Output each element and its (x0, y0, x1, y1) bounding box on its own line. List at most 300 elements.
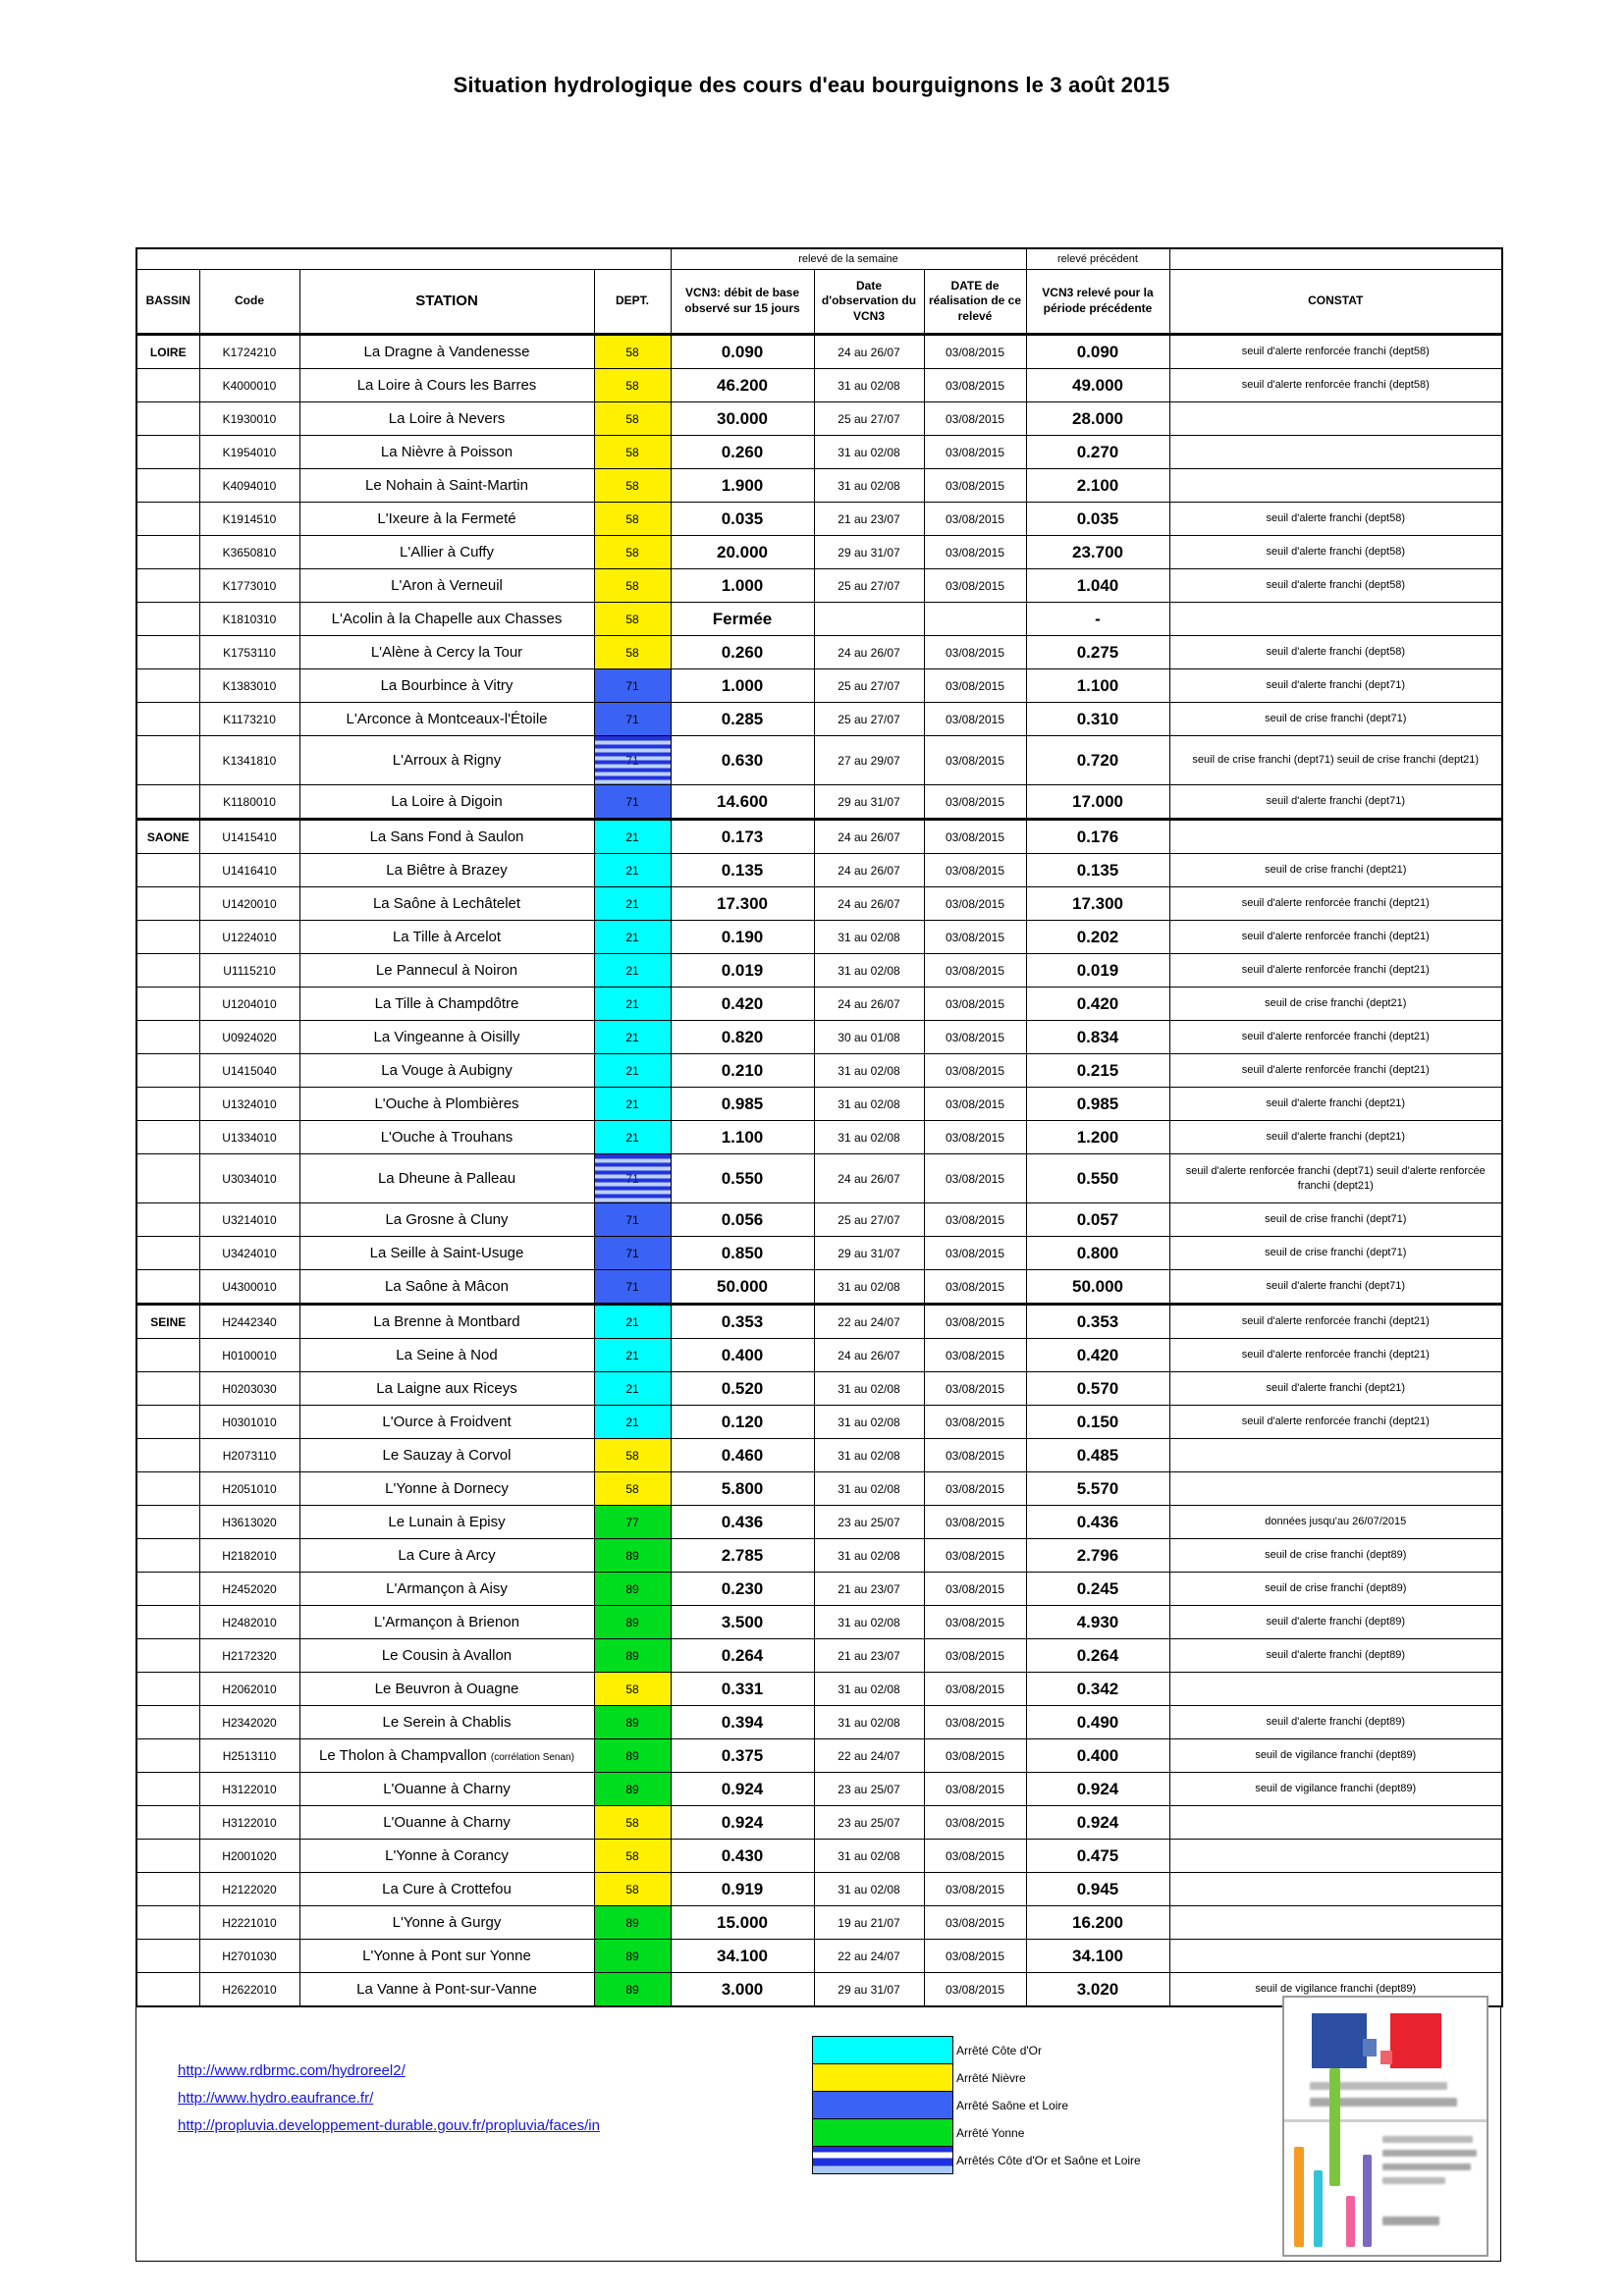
cell-station (299, 569, 594, 603)
cell-vcn3-previous: 1.040 (1026, 569, 1169, 603)
cell-date-observation: 25 au 27/07 (814, 569, 924, 603)
cell-station (299, 1270, 594, 1305)
cell-code: U1415040 (199, 1054, 299, 1088)
cell-code: U3034010 (199, 1154, 299, 1203)
station-name: L'Ixeure à la Fermeté (377, 510, 516, 527)
cell-constat: seuil d'alerte franchi (dept21) (1169, 1121, 1502, 1154)
legend-label: Arrêté Nièvre (956, 2071, 1026, 2085)
cell-date-observation: 23 au 25/07 (814, 1806, 924, 1840)
cell-vcn3: 34.100 (671, 1940, 814, 1973)
cell-vcn3: 0.120 (671, 1406, 814, 1439)
cell-vcn3-previous: 0.945 (1026, 1873, 1169, 1906)
flag-blue-icon (1312, 2013, 1367, 2068)
cell-vcn3-previous: 0.275 (1026, 636, 1169, 669)
cell-bassin (136, 1506, 199, 1539)
table-body (136, 335, 1502, 2007)
cell-station (299, 1121, 594, 1154)
station-name: La Dheune à Palleau (377, 1170, 516, 1187)
col-header-date-obs: Date d'observation du VCN3 (814, 270, 924, 335)
cell-date-realisation: 03/08/2015 (924, 1506, 1026, 1539)
station-name: La Loire à Digoin (391, 793, 503, 810)
cell-code: H3122010 (199, 1773, 299, 1806)
cell-vcn3: 5.800 (671, 1472, 814, 1506)
cell-station (299, 1154, 594, 1203)
cell-constat: seuil de crise franchi (dept89) (1169, 1573, 1502, 1606)
cell-dept: 58 (594, 569, 671, 603)
legend-swatch-icon (812, 2118, 953, 2147)
cell-code: U1420010 (199, 887, 299, 921)
cell-vcn3: 0.924 (671, 1806, 814, 1840)
cell-station (299, 887, 594, 921)
cell-station (299, 1806, 594, 1840)
table-row (136, 1940, 1502, 1973)
cell-date-realisation: 03/08/2015 (924, 636, 1026, 669)
table-row (136, 1372, 1502, 1406)
cell-date-realisation: 03/08/2015 (924, 854, 1026, 887)
table-row (136, 1840, 1502, 1873)
cell-code: U1334010 (199, 1121, 299, 1154)
cell-date-realisation: 03/08/2015 (924, 1237, 1026, 1270)
cell-station (299, 1940, 594, 1973)
table-row (136, 1639, 1502, 1673)
cell-vcn3: 0.264 (671, 1639, 814, 1673)
cell-dept: 21 (594, 1339, 671, 1372)
cell-station (299, 1339, 594, 1372)
cell-dept: 21 (594, 854, 671, 887)
cell-date-realisation: 03/08/2015 (924, 503, 1026, 536)
cell-dept: 58 (594, 636, 671, 669)
station-name: L'Acolin à la Chapelle aux Chasses (331, 611, 563, 627)
cell-date-observation: 22 au 24/07 (814, 1739, 924, 1773)
cell-date-observation: 25 au 27/07 (814, 669, 924, 703)
cell-constat (1169, 1472, 1502, 1506)
cell-vcn3: 1.000 (671, 569, 814, 603)
station-note: (corrélation Senan) (490, 1752, 574, 1763)
cell-date-realisation: 03/08/2015 (924, 1773, 1026, 1806)
cell-vcn3-previous: 16.200 (1026, 1906, 1169, 1940)
cell-code: H2513110 (199, 1739, 299, 1773)
cell-vcn3-previous: 4.930 (1026, 1606, 1169, 1639)
cell-date-realisation: 03/08/2015 (924, 1203, 1026, 1237)
cell-date-observation: 31 au 02/08 (814, 1270, 924, 1305)
cell-dept: 21 (594, 1121, 671, 1154)
cell-station (299, 820, 594, 854)
cell-dept: 89 (594, 1906, 671, 1940)
cell-code: K1180010 (199, 785, 299, 820)
cell-dept: 58 (594, 1840, 671, 1873)
col-header-constat: CONSTAT (1169, 270, 1502, 335)
cell-station (299, 503, 594, 536)
station-name: La Vouge à Aubigny (381, 1062, 513, 1079)
station-name: L'Ouche à Plombières (374, 1095, 519, 1112)
cell-bassin (136, 1339, 199, 1372)
cell-station (299, 1472, 594, 1506)
table-row (136, 669, 1502, 703)
cell-code: U3424010 (199, 1237, 299, 1270)
cell-dept: 89 (594, 1606, 671, 1639)
cell-constat: seuil d'alerte franchi (dept71) (1169, 1270, 1502, 1305)
station-name: La Nièvre à Poisson (380, 444, 514, 460)
table-row (136, 335, 1502, 369)
cell-dept: 89 (594, 1573, 671, 1606)
band-empty-left (136, 248, 671, 270)
cell-bassin (136, 1406, 199, 1439)
cell-bassin (136, 669, 199, 703)
cell-station (299, 785, 594, 820)
cell-vcn3-previous: 0.264 (1026, 1639, 1169, 1673)
cell-code: H0100010 (199, 1339, 299, 1372)
cell-date-observation: 31 au 02/08 (814, 1406, 924, 1439)
cell-bassin (136, 1203, 199, 1237)
cell-code: K1383010 (199, 669, 299, 703)
cell-bassin (136, 402, 199, 436)
cell-date-realisation: 03/08/2015 (924, 1121, 1026, 1154)
station-name: L'Ource à Froidvent (382, 1414, 512, 1430)
cell-station (299, 1406, 594, 1439)
cell-bassin (136, 954, 199, 988)
cell-vcn3-previous: 0.720 (1026, 736, 1169, 785)
cell-bassin (136, 988, 199, 1021)
legend-item (812, 2064, 1141, 2092)
cell-date-observation: 29 au 31/07 (814, 1237, 924, 1270)
cell-code: K1930010 (199, 402, 299, 436)
footer-link[interactable]: http://www.rdbrmc.com/hydroreel2/ (178, 2062, 406, 2079)
cell-date-observation: 31 au 02/08 (814, 369, 924, 402)
cell-station (299, 1639, 594, 1673)
legend-item (812, 2092, 1141, 2119)
links (178, 2062, 661, 2145)
cell-date-observation: 31 au 02/08 (814, 1472, 924, 1506)
cell-vcn3: 0.820 (671, 1021, 814, 1054)
cell-constat: seuil d'alerte renforcée franchi (dept21) (1169, 887, 1502, 921)
cell-vcn3-previous: 0.436 (1026, 1506, 1169, 1539)
table-row (136, 887, 1502, 921)
cell-date-observation: 21 au 23/07 (814, 1639, 924, 1673)
cell-dept: 21 (594, 1406, 671, 1439)
station-name: La Dragne à Vandenesse (363, 344, 530, 360)
station-name: La Loire à Cours les Barres (356, 377, 537, 394)
legend-label: Arrêté Saône et Loire (956, 2099, 1069, 2112)
header-row (136, 270, 1502, 335)
cell-code: U1115210 (199, 954, 299, 988)
cell-bassin (136, 1472, 199, 1506)
cell-vcn3-previous: 0.800 (1026, 1237, 1169, 1270)
dreal-bar-icon (1294, 2147, 1304, 2247)
cell-date-realisation: 03/08/2015 (924, 736, 1026, 785)
table-row (136, 436, 1502, 469)
cell-vcn3: 3.500 (671, 1606, 814, 1639)
cell-code: H2001020 (199, 1840, 299, 1873)
cell-date-observation: 31 au 02/08 (814, 1439, 924, 1472)
cell-bassin (136, 1673, 199, 1706)
cell-dept: 71 (594, 1270, 671, 1305)
station-name: Le Tholon à Champvallon (319, 1747, 487, 1764)
cell-station (299, 1706, 594, 1739)
cell-date-realisation: 03/08/2015 (924, 1088, 1026, 1121)
cell-constat: seuil de crise franchi (dept21) (1169, 854, 1502, 887)
cell-date-observation: 23 au 25/07 (814, 1773, 924, 1806)
cell-date-observation (814, 603, 924, 636)
cell-station (299, 988, 594, 1021)
station-name: L'Armançon à Aisy (386, 1580, 508, 1597)
cell-vcn3: 0.630 (671, 736, 814, 785)
cell-dept: 21 (594, 1088, 671, 1121)
cell-station (299, 1203, 594, 1237)
cell-bassin (136, 854, 199, 887)
cell-code: H3613020 (199, 1506, 299, 1539)
table-row (136, 1673, 1502, 1706)
station-name: La Grosne à Cluny (385, 1211, 509, 1228)
cell-code: H0301010 (199, 1406, 299, 1439)
cell-code: H2122020 (199, 1873, 299, 1906)
band-prev-label: relevé précédent (1026, 248, 1169, 270)
station-name: Le Serein à Chablis (382, 1714, 512, 1731)
cell-vcn3-previous: 0.834 (1026, 1021, 1169, 1054)
cell-date-realisation: 03/08/2015 (924, 988, 1026, 1021)
cell-vcn3: 0.260 (671, 436, 814, 469)
cell-bassin (136, 436, 199, 469)
cell-vcn3: 0.460 (671, 1439, 814, 1472)
cell-dept: 71 (594, 736, 671, 785)
cell-constat: seuil d'alerte franchi (dept71) (1169, 785, 1502, 820)
table-row (136, 1539, 1502, 1573)
cell-date-observation: 19 au 21/07 (814, 1906, 924, 1940)
station-name: L'Ouanne à Charny (383, 1814, 511, 1831)
cell-vcn3: 0.331 (671, 1673, 814, 1706)
station-name: L'Armançon à Brienon (374, 1614, 519, 1630)
cell-date-realisation: 03/08/2015 (924, 569, 1026, 603)
cell-bassin (136, 1573, 199, 1606)
cell-constat: seuil de crise franchi (dept71) (1169, 1203, 1502, 1237)
cell-vcn3-previous: 0.135 (1026, 854, 1169, 887)
cell-constat (1169, 1940, 1502, 1973)
cell-date-observation: 31 au 02/08 (814, 1121, 924, 1154)
cell-code: H2622010 (199, 1973, 299, 2007)
cell-date-realisation: 03/08/2015 (924, 469, 1026, 503)
cell-dept: 71 (594, 1154, 671, 1203)
cell-bassin (136, 1906, 199, 1940)
cell-date-observation: 31 au 02/08 (814, 1372, 924, 1406)
cell-dept: 58 (594, 1439, 671, 1472)
cell-date-realisation: 03/08/2015 (924, 1472, 1026, 1506)
cell-date-observation: 31 au 02/08 (814, 1706, 924, 1739)
cell-constat: seuil d'alerte franchi (dept89) (1169, 1639, 1502, 1673)
cell-date-realisation: 03/08/2015 (924, 1406, 1026, 1439)
cell-dept: 58 (594, 469, 671, 503)
cell-constat: seuil d'alerte franchi (dept89) (1169, 1606, 1502, 1639)
cell-code: K1773010 (199, 569, 299, 603)
cell-constat: seuil d'alerte renforcée franchi (dept21) (1169, 1054, 1502, 1088)
cell-dept: 21 (594, 1305, 671, 1339)
cell-date-realisation: 03/08/2015 (924, 1739, 1026, 1773)
cell-station (299, 1021, 594, 1054)
cell-date-observation: 24 au 26/07 (814, 988, 924, 1021)
table-row (136, 402, 1502, 436)
cell-dept: 21 (594, 1372, 671, 1406)
table-row (136, 1021, 1502, 1054)
table-row (136, 1439, 1502, 1472)
cell-vcn3-previous: 1.200 (1026, 1121, 1169, 1154)
cell-date-observation: 24 au 26/07 (814, 854, 924, 887)
cell-code: H3122010 (199, 1806, 299, 1840)
cell-date-observation: 31 au 02/08 (814, 954, 924, 988)
cell-vcn3: 17.300 (671, 887, 814, 921)
cell-date-observation: 25 au 27/07 (814, 703, 924, 736)
cell-code: U1415410 (199, 820, 299, 854)
cell-vcn3-previous: 0.202 (1026, 921, 1169, 954)
cell-station (299, 1606, 594, 1639)
cell-dept: 77 (594, 1506, 671, 1539)
station-name: L'Yonne à Dornecy (385, 1480, 509, 1497)
legend-item (812, 2147, 1141, 2174)
station-name: La Vanne à Pont-sur-Vanne (356, 1981, 537, 1998)
cell-vcn3-previous: 28.000 (1026, 402, 1169, 436)
cell-dept: 58 (594, 1806, 671, 1840)
cell-station (299, 1237, 594, 1270)
cell-date-realisation: 03/08/2015 (924, 954, 1026, 988)
cell-constat: seuil de crise franchi (dept71) (1169, 1237, 1502, 1270)
cell-date-observation: 31 au 02/08 (814, 469, 924, 503)
table-row (136, 536, 1502, 569)
cell-station (299, 1372, 594, 1406)
table-row (136, 736, 1502, 785)
station-name: La Seille à Saint-Usuge (369, 1245, 524, 1261)
cell-dept: 71 (594, 1203, 671, 1237)
cell-date-realisation: 03/08/2015 (924, 1940, 1026, 1973)
table-row (136, 1706, 1502, 1739)
cell-bassin (136, 1054, 199, 1088)
cell-date-realisation: 03/08/2015 (924, 369, 1026, 402)
cell-vcn3-previous: 23.700 (1026, 536, 1169, 569)
cell-constat: seuil de crise franchi (dept71) seuil de crise franchi (dept21) (1169, 736, 1502, 785)
cell-bassin (136, 1539, 199, 1573)
cell-code: K1954010 (199, 436, 299, 469)
cell-vcn3: 0.260 (671, 636, 814, 669)
cell-bassin: SEINE (136, 1305, 199, 1339)
cell-dept: 58 (594, 1472, 671, 1506)
cell-date-observation: 24 au 26/07 (814, 820, 924, 854)
cell-constat (1169, 1906, 1502, 1940)
cell-bassin (136, 536, 199, 569)
cell-station (299, 954, 594, 988)
station-name: Le Cousin à Avallon (381, 1647, 513, 1664)
col-header-vcn3-prev: VCN3 relevé pour la période précédente (1026, 270, 1169, 335)
cell-bassin (136, 1088, 199, 1121)
cell-station (299, 1573, 594, 1606)
cell-vcn3-previous: 0.924 (1026, 1806, 1169, 1840)
cell-date-observation: 22 au 24/07 (814, 1940, 924, 1973)
table-row (136, 921, 1502, 954)
legend-swatch-icon (812, 2091, 953, 2119)
footer-link[interactable]: http://propluvia.developpement-durable.gouv.fr/propluvia/faces/in (178, 2117, 600, 2134)
flag-red-icon (1390, 2013, 1441, 2068)
cell-bassin (136, 1372, 199, 1406)
table-row (136, 1339, 1502, 1372)
cell-bassin (136, 1773, 199, 1806)
cell-date-observation: 24 au 26/07 (814, 636, 924, 669)
cell-dept: 89 (594, 1739, 671, 1773)
dreal-bar-icon (1329, 2068, 1340, 2186)
band-week-label: relevé de la semaine (671, 248, 1026, 270)
cell-code: H2701030 (199, 1940, 299, 1973)
cell-station (299, 736, 594, 785)
cell-date-observation: 24 au 26/07 (814, 1339, 924, 1372)
logo-blur-text (1382, 2150, 1477, 2157)
cell-vcn3-previous: 0.019 (1026, 954, 1169, 988)
col-header-dept: DEPT. (594, 270, 671, 335)
cell-code: H2452020 (199, 1573, 299, 1606)
station-name: La Biêtre à Brazey (386, 862, 508, 879)
cell-vcn3-previous: 0.485 (1026, 1439, 1169, 1472)
cell-station (299, 369, 594, 402)
table-row (136, 569, 1502, 603)
cell-dept: 21 (594, 921, 671, 954)
cell-date-observation: 29 au 31/07 (814, 536, 924, 569)
cell-station (299, 1739, 594, 1773)
cell-bassin (136, 1739, 199, 1773)
cell-bassin (136, 1439, 199, 1472)
cell-date-observation: 30 au 01/08 (814, 1021, 924, 1054)
cell-bassin (136, 1270, 199, 1305)
cell-constat: seuil d'alerte franchi (dept89) (1169, 1706, 1502, 1739)
cell-vcn3: 0.056 (671, 1203, 814, 1237)
cell-dept: 21 (594, 1021, 671, 1054)
cell-vcn3: 1.100 (671, 1121, 814, 1154)
cell-date-realisation: 03/08/2015 (924, 1573, 1026, 1606)
table-row (136, 1506, 1502, 1539)
cell-dept: 71 (594, 785, 671, 820)
cell-code: H2442340 (199, 1305, 299, 1339)
cell-constat: seuil de crise franchi (dept71) (1169, 703, 1502, 736)
cell-code: K3650810 (199, 536, 299, 569)
logo-blur-text (1382, 2177, 1445, 2184)
table-row (136, 703, 1502, 736)
cell-date-realisation: 03/08/2015 (924, 1305, 1026, 1339)
cell-constat (1169, 820, 1502, 854)
cell-bassin (136, 469, 199, 503)
table-row (136, 1154, 1502, 1203)
cell-constat: seuil d'alerte renforcée franchi (dept21) (1169, 954, 1502, 988)
station-name: La Loire à Nevers (388, 410, 506, 427)
cell-bassin (136, 1840, 199, 1873)
cell-date-observation: 24 au 26/07 (814, 335, 924, 369)
cell-vcn3-previous: 34.100 (1026, 1940, 1169, 1973)
table-row (136, 1305, 1502, 1339)
cell-dept: 21 (594, 820, 671, 854)
cell-vcn3-previous: 17.000 (1026, 785, 1169, 820)
cell-constat: seuil d'alerte renforcée franchi (dept21) (1169, 1406, 1502, 1439)
station-name: La Saône à Lechâtelet (372, 895, 521, 912)
cell-code: H0203030 (199, 1372, 299, 1406)
cell-vcn3: 0.520 (671, 1372, 814, 1406)
cell-vcn3: 0.210 (671, 1054, 814, 1088)
cell-vcn3: 30.000 (671, 402, 814, 436)
cell-date-observation: 31 au 02/08 (814, 436, 924, 469)
table-row (136, 1806, 1502, 1840)
cell-date-observation: 31 au 02/08 (814, 1840, 924, 1873)
cell-vcn3: 0.850 (671, 1237, 814, 1270)
cell-constat: seuil d'alerte franchi (dept58) (1169, 569, 1502, 603)
cell-constat (1169, 1840, 1502, 1873)
table-row (136, 603, 1502, 636)
cell-vcn3-previous: 0.150 (1026, 1406, 1169, 1439)
cell-vcn3: 0.353 (671, 1305, 814, 1339)
cell-bassin (136, 1706, 199, 1739)
cell-bassin (136, 1154, 199, 1203)
cell-dept: 58 (594, 369, 671, 402)
footer-link[interactable]: http://www.hydro.eaufrance.fr/ (178, 2090, 374, 2107)
cell-constat (1169, 1673, 1502, 1706)
